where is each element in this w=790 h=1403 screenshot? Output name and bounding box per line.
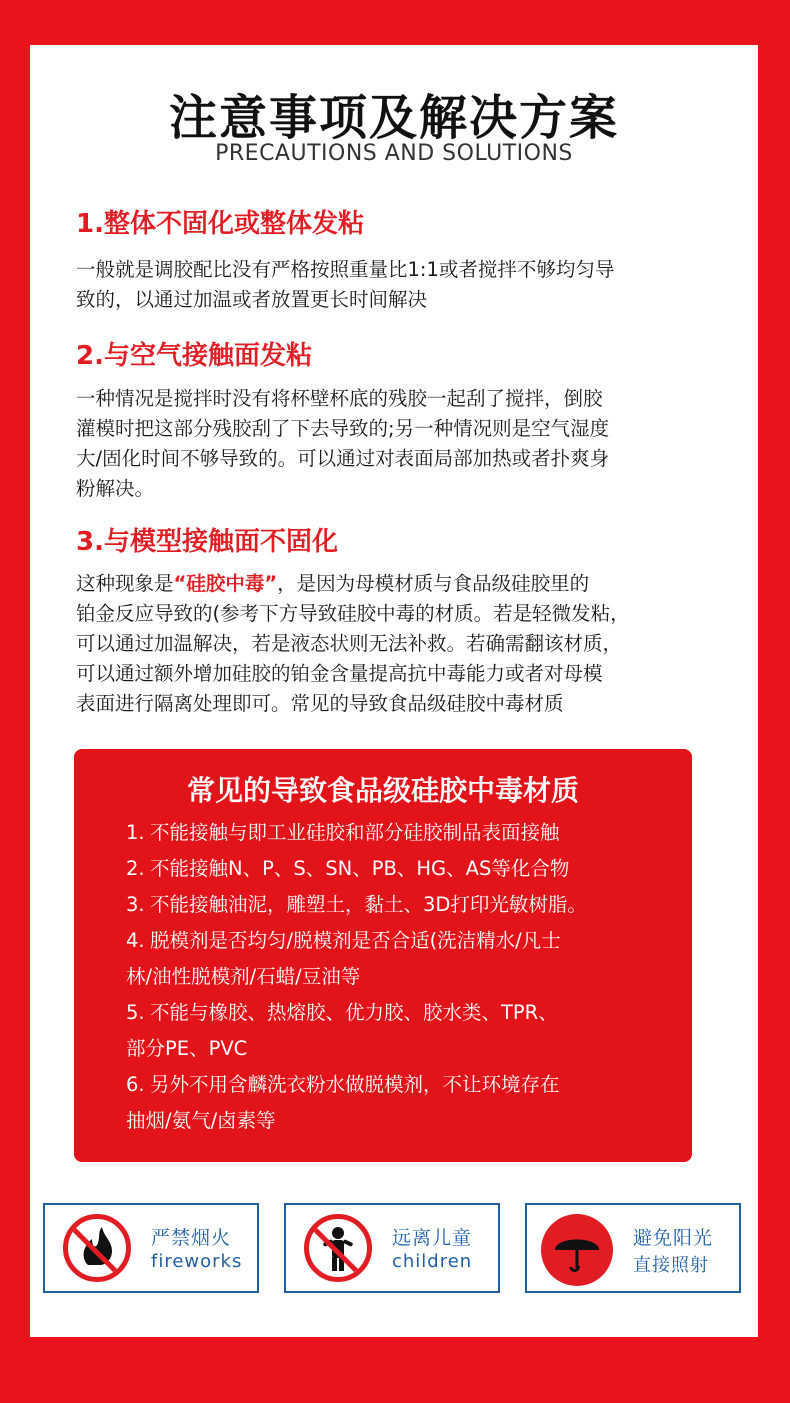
no-children-icon [304, 1214, 372, 1282]
list-item-text: 不能与橡胶、热熔胶、优力胶、胶水类、TPR、 [150, 1001, 558, 1024]
section-1-line: 一般就是调胶配比没有严格按照重量比1:1或者搅拌不够均匀导 [76, 258, 615, 281]
list-item-text: 脱模剂是否均匀/脱模剂是否合适(洗洁精水/凡士 [150, 929, 561, 952]
section-3-line1-pre: 这种现象是 [76, 572, 174, 595]
sign-avoid-sunlight [525, 1203, 741, 1293]
section-2-line: 粉解决。 [76, 477, 155, 500]
list-item [126, 887, 666, 923]
list-item-continuation [126, 1103, 666, 1139]
list-item-continuation [126, 1031, 666, 1067]
list-item [126, 995, 666, 1031]
section-2-line: 一种情况是搅拌时没有将杯壁杯底的残胶一起刮了搅拌，倒胶 [76, 387, 603, 410]
page-title: 注意事项及解决方案 [168, 90, 619, 146]
section-3-line: 表面进行隔离处理即可。常见的导致食品级硅胶中毒材质 [76, 692, 564, 715]
list-item-continuation [126, 959, 666, 995]
list-item-text: 不能接触N、P、S、SN、PB、HG、AS等化合物 [150, 857, 570, 880]
list-item-text: 不能接触油泥，雕塑土，黏土、3D打印光敏树脂。 [150, 893, 587, 916]
sign-no-fireworks [43, 1203, 259, 1293]
toxic-materials-title: 常见的导致食品级硅胶中毒材质 [186, 774, 579, 807]
list-item-number: 5. [126, 1001, 145, 1024]
list-item-number: 1. [126, 821, 145, 844]
toxic-materials-box [74, 749, 692, 1162]
list-item-text: 林/油性脱模剂/石蜡/豆油等 [126, 965, 361, 988]
sign-keep-away-children [284, 1203, 500, 1293]
content-card [30, 45, 758, 1337]
section-2-line: 灌模时把这部分残胶刮了下去导致的;另一种情况则是空气湿度 [76, 417, 610, 440]
list-item-text: 抽烟/氨气/卤素等 [126, 1109, 276, 1132]
sign-label-cn: 远离儿童 [392, 1227, 473, 1249]
section-2-text [76, 384, 726, 504]
list-item-number: 4. [126, 929, 145, 952]
section-3-line [76, 569, 726, 599]
page-subtitle: PRECAUTIONS AND SOLUTIONS [215, 141, 573, 166]
sign-label-en: children [392, 1251, 473, 1272]
umbrella-sun-icon [541, 1214, 613, 1286]
section-3-line: 铂金反应导致的(参考下方导致硅胶中毒的材质。若是轻微发粘， [76, 602, 630, 625]
sign-label-cn-2: 直接照射 [633, 1255, 709, 1276]
list-item [126, 851, 666, 887]
section-3-line: 可以通过额外增加硅胶的铂金含量提高抗中毒能力或者对母模 [76, 662, 603, 685]
sign-label-en: fireworks [151, 1251, 243, 1272]
no-fire-icon [63, 1214, 131, 1282]
list-item [126, 1067, 666, 1103]
list-item-number: 3. [126, 893, 145, 916]
section-1-heading: 1.整体不固化或整体发粘 [76, 209, 364, 239]
sign-label-cn: 避免阳光 [633, 1227, 714, 1249]
section-3-heading: 3.与模型接触面不固化 [76, 527, 338, 557]
list-item-text: 部分PE、PVC [126, 1037, 248, 1060]
section-3-line: 可以通过加温解决，若是液态状则无法补救。若确需翻该材质， [76, 632, 623, 655]
section-2-heading: 2.与空气接触面发粘 [76, 341, 312, 371]
list-item [126, 815, 666, 851]
list-item [126, 923, 666, 959]
section-1-text [76, 255, 726, 315]
section-3-text [76, 569, 726, 719]
silicone-poisoning-highlight: “硅胶中毒” [173, 572, 278, 595]
section-2-line: 大/固化时间不够导致的。可以通过对表面局部加热或者扑爽身 [76, 447, 610, 470]
section-3-line1-post: ，是因为母模材质与食品级硅胶里的 [277, 572, 590, 595]
section-1-line: 致的，以通过加温或者放置更长时间解决 [76, 288, 428, 311]
list-item-text: 另外不用含麟洗衣粉水做脱模剂，不让环境存在 [150, 1073, 560, 1096]
list-item-number: 2. [126, 857, 145, 880]
sign-label-cn: 严禁烟火 [151, 1227, 232, 1249]
list-item-text: 不能接触与即工业硅胶和部分硅胶制品表面接触 [150, 821, 560, 844]
list-item-number: 6. [126, 1073, 145, 1096]
